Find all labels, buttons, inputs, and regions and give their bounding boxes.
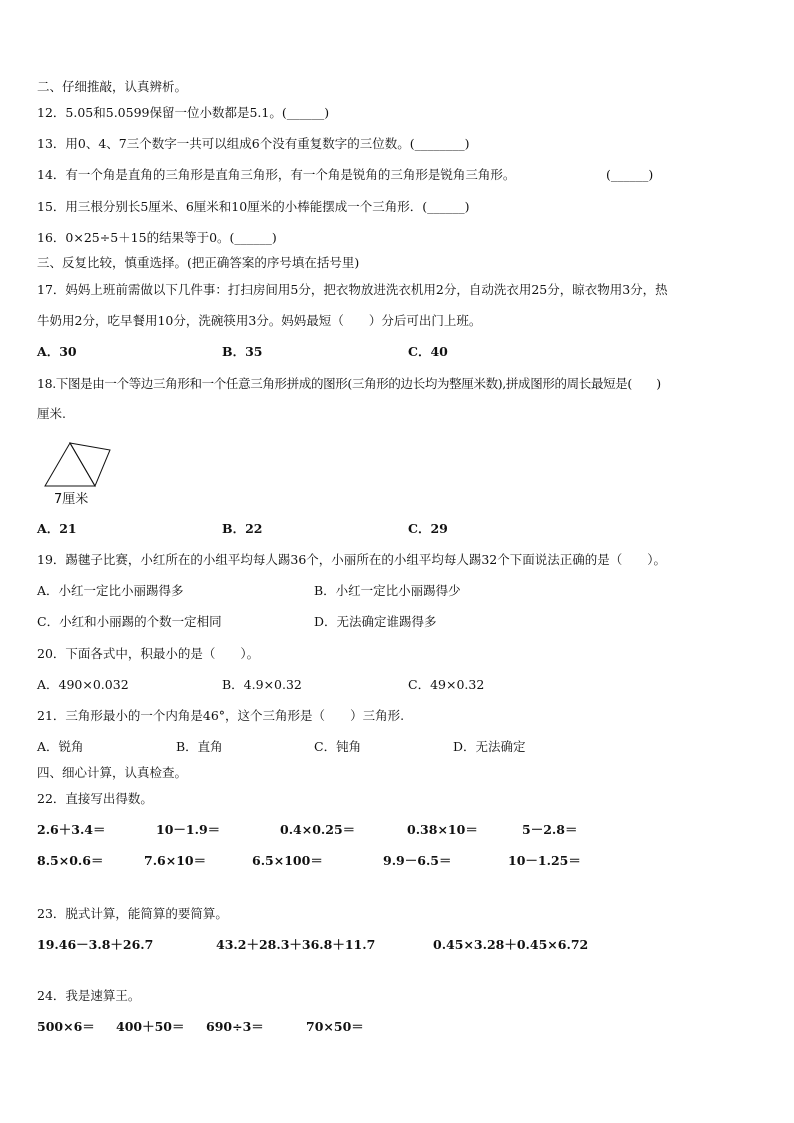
equilateral-triangle [45,443,95,486]
question-18-line-1: 18.下图是由一个等边三角形和一个任意三角形拼成的图形(三角形的边长均为整厘米数),拼成图形的周长最短是( ) [37,376,661,391]
q19-option-a: A．小红一定比小丽踢得多 [37,583,184,598]
q21-option-d: D．无法确定 [453,739,526,754]
question-17-line-2: 牛奶用2分，吃早餐用10分，洗碗筷用3分。妈妈最短（ ）分后可出门上班。 [37,313,482,328]
q17-option-c: C．40 [408,344,448,359]
question-20: 20．下面各式中，积最小的是（ ）。 [37,646,260,661]
q22-r1-c1: 2.6＋3.4＝ [37,822,106,837]
question-17-line-1: 17．妈妈上班前需做以下几件事：打扫房间用5分，把衣物放进洗衣机用2分，自动洗衣用25分，晾衣物用3分，热 [37,282,668,297]
section-4-heading: 四、细心计算，认真检查。 [37,765,188,780]
question-13: 13．用0、4、7三个数字一共可以组成6个没有重复数字的三位数。(________) [37,136,470,151]
q24-item-2: 400＋50＝ [116,1019,185,1034]
q18-option-a: A．21 [37,521,77,536]
question-21: 21．三角形最小的一个内角是46°，这个三角形是（ ）三角形. [37,708,405,723]
arbitrary-triangle [70,443,110,486]
question-23: 23．脱式计算，能简算的要简算。 [37,906,228,921]
q19-option-d: D．无法确定谁踢得多 [314,614,437,629]
q24-item-3: 690÷3＝ [206,1019,264,1034]
q18-option-c: C．29 [408,521,448,536]
question-14: 14．有一个角是直角的三角形是直角三角形，有一个角是锐角的三角形是锐角三角形。 [37,167,516,182]
q22-r1-c2: 10－1.9＝ [156,822,221,837]
q23-item-2: 43.2＋28.3＋36.8＋11.7 [216,937,376,952]
question-24: 24．我是速算王。 [37,988,141,1003]
question-19: 19．踢毽子比赛，小红所在的小组平均每人踢36个，小丽所在的小组平均每人踢32个下面说法正确的是（ ）。 [37,552,666,567]
q22-r2-c3: 6.5×100＝ [252,853,323,868]
question-14-blank: (______) [606,167,654,182]
q21-option-a: A．锐角 [37,739,84,754]
question-18-line-2: 厘米. [37,406,66,421]
question-16: 16．0×25÷5＋15的结果等于0。(______) [37,230,277,245]
question-12: 12．5.05和5.0599保留一位小数都是5.1。(______) [37,105,330,120]
q17-option-a: A．30 [37,344,77,359]
q23-item-1: 19.46－3.8＋26.7 [37,937,154,952]
q22-r1-c5: 5－2.8＝ [522,822,578,837]
q22-r2-c4: 9.9－6.5＝ [383,853,452,868]
q20-option-a: A．490×0.032 [37,677,129,692]
q22-r2-c5: 10－1.25＝ [508,853,581,868]
q24-item-1: 500×6＝ [37,1019,95,1034]
question-15: 15．用三根分别长5厘米、6厘米和10厘米的小棒能摆成一个三角形．(______) [37,199,470,214]
section-2-heading: 二、仔细推敲，认真辨析。 [37,79,188,94]
section-3-heading: 三、反复比较，慎重选择。(把正确答案的序号填在括号里) [37,255,360,270]
q22-r2-c1: 8.5×0.6＝ [37,853,104,868]
figure-side-label: 7厘米 [54,492,89,507]
q21-option-b: B．直角 [176,739,223,754]
q18-option-b: B．22 [222,521,263,536]
question-22: 22．直接写出得数。 [37,791,153,806]
q21-option-c: C．钝角 [314,739,362,754]
q24-item-4: 70×50＝ [306,1019,364,1034]
q22-r1-c3: 0.4×0.25＝ [280,822,356,837]
q22-r1-c4: 0.38×10＝ [407,822,478,837]
q19-option-b: B．小红一定比小丽踢得少 [314,583,461,598]
q22-r2-c2: 7.6×10＝ [144,853,207,868]
q20-option-b: B．4.9×0.32 [222,677,302,692]
q19-option-c: C．小红和小丽踢的个数一定相同 [37,614,222,629]
q20-option-c: C．49×0.32 [408,677,485,692]
q23-item-3: 0.45×3.28＋0.45×6.72 [433,937,589,952]
q17-option-b: B．35 [222,344,263,359]
